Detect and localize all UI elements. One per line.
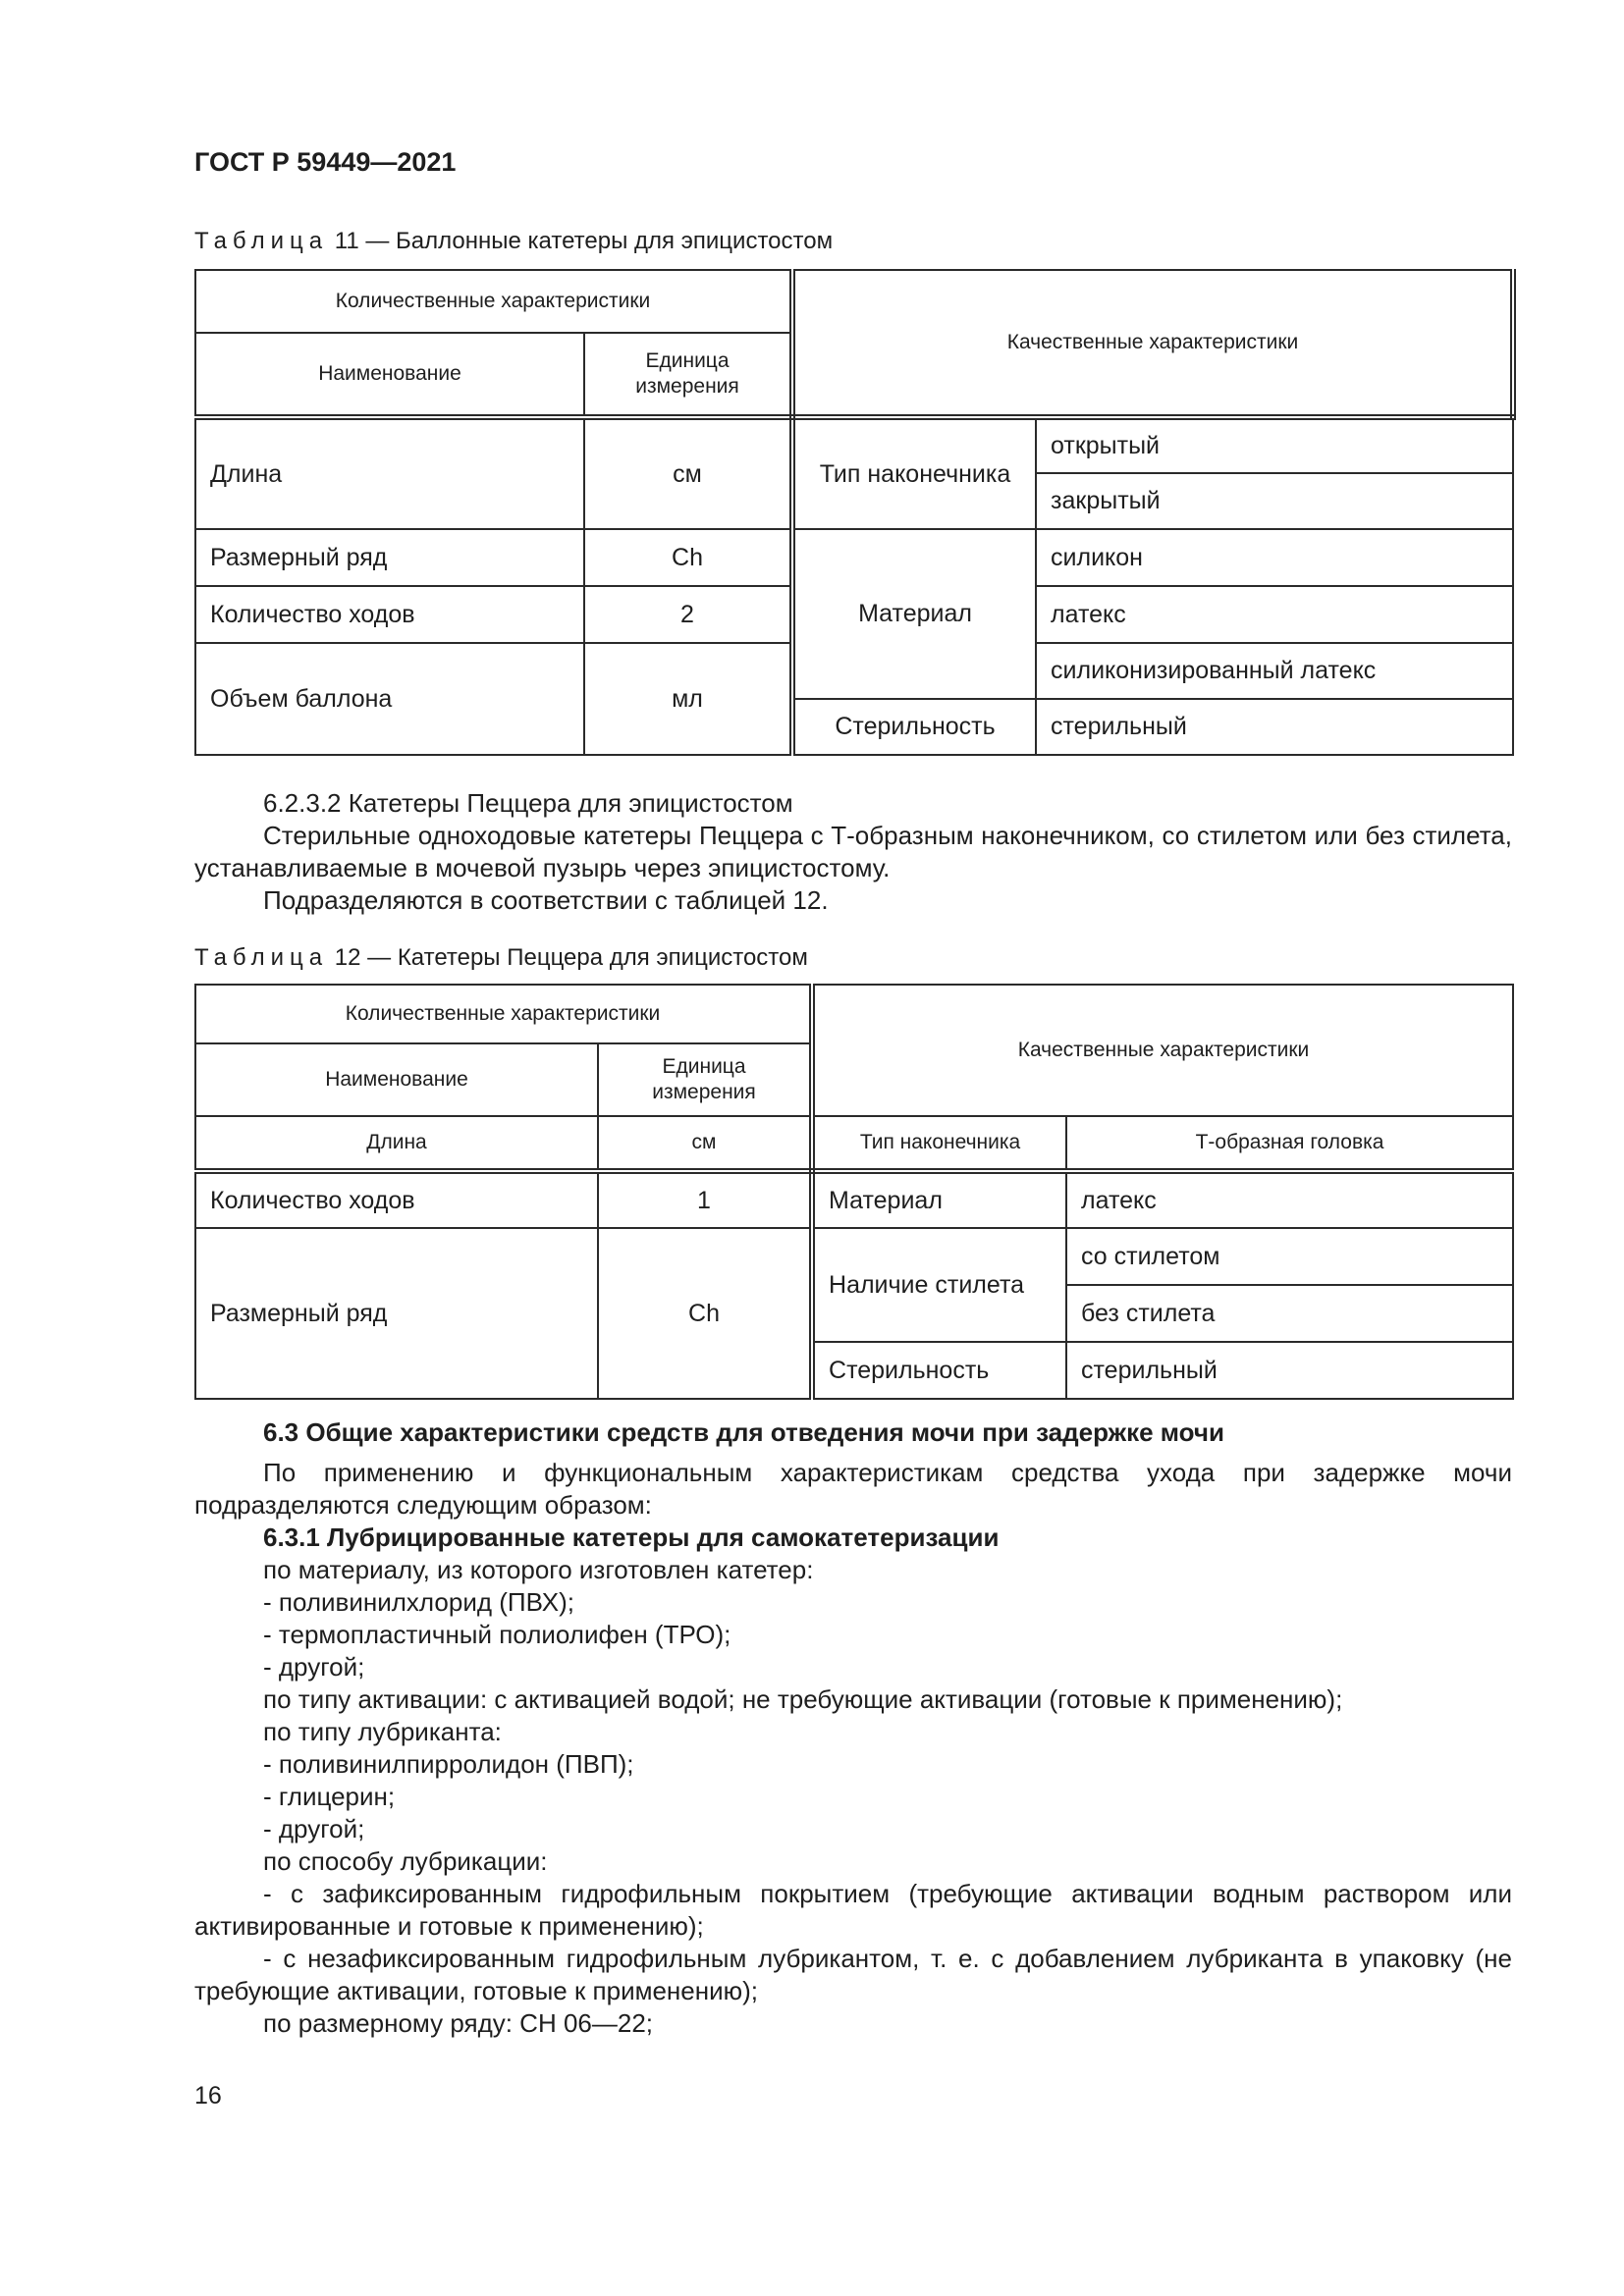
name-header: Наименование <box>195 333 584 417</box>
list-item: - другой; <box>263 1814 365 1843</box>
caption-word: Таблица <box>194 228 329 254</box>
sterility-label: Стерильность <box>792 699 1036 755</box>
paragraph: Стерильные одноходовые катетеры Пеццера с Т-образным наконечником, со стилетом или без стилета, устанавливаемые в мочевой пузырь через эпицистостому. <box>194 821 1512 882</box>
list-item: - глицерин; <box>263 1782 396 1811</box>
caption-text: 11 — Баллонные катетеры для эпицистостом <box>334 228 834 254</box>
section-6-3 <box>194 1416 1512 2040</box>
passes-unit: 2 <box>584 586 792 643</box>
table-row <box>195 417 1513 473</box>
balloon-label: Объем баллона <box>195 643 584 755</box>
passes-label: Количество ходов <box>195 1171 598 1228</box>
quantitative-header: Количественные характеристики <box>195 270 792 333</box>
list-item: - другой; <box>263 1652 365 1682</box>
material-silicone-value: силикон <box>1036 529 1513 586</box>
stylet-label: Наличие стилета <box>812 1228 1066 1342</box>
section-6-2-3-2 <box>194 787 1512 917</box>
passes-unit: 1 <box>598 1171 812 1228</box>
balloon-unit: мл <box>584 643 792 755</box>
material-latex-value: латекс <box>1036 586 1513 643</box>
table-row <box>195 1228 1513 1285</box>
material-label: Материал <box>812 1171 1066 1228</box>
quantitative-header: Количественные характеристики <box>195 985 812 1043</box>
tip-closed-value: закрытый <box>1036 473 1513 529</box>
table-12 <box>194 984 1514 1400</box>
caption-text: 12 — Катетеры Пеццера для эпицистостом <box>334 944 808 971</box>
table-11 <box>194 269 1516 756</box>
list-item: - с зафиксированным гидрофильным покрытием (требующие активации водным раствором или активированные и готовые к применению); <box>194 1879 1512 1941</box>
material-siliconized-latex-value: силиконизированный латекс <box>1036 643 1513 699</box>
size-label: Размерный ряд <box>195 529 584 586</box>
length-unit: см <box>598 1116 812 1171</box>
size-unit: Ch <box>584 529 792 586</box>
sterility-label: Стерильность <box>812 1342 1066 1399</box>
tip-type-label: Тип наконечника <box>812 1116 1066 1171</box>
qualitative-header: Качественные характеристики <box>812 985 1513 1116</box>
unit-header: Единица измерения <box>584 333 792 417</box>
caption-word: Таблица <box>194 944 329 971</box>
list-item: по размерному ряду: СН 06—22; <box>263 2008 654 2038</box>
list-item: по типу активации: с активацией водой; не требующие активации (готовые к применению); <box>263 1684 1343 1714</box>
list-item: - поливинилпирролидон (ПВП); <box>263 1749 634 1779</box>
sterility-value: стерильный <box>1066 1342 1513 1399</box>
name-header: Наименование <box>195 1043 598 1116</box>
table-row <box>195 1171 1513 1228</box>
qualitative-header: Качественные характеристики <box>792 270 1513 417</box>
unit-header: Единица измерения <box>598 1043 812 1116</box>
length-label: Длина <box>195 1116 598 1171</box>
section-title: 6.3 Общие характеристики средств для отведения мочи при задержке мочи <box>263 1417 1224 1447</box>
page-number: 16 <box>194 2082 222 2109</box>
section-title: 6.2.3.2 Катетеры Пеццера для эпицистостом <box>263 788 793 818</box>
passes-label: Количество ходов <box>195 586 584 643</box>
material-value: латекс <box>1066 1171 1513 1228</box>
list-item: по способу лубрикации: <box>263 1846 548 1876</box>
size-unit: Ch <box>598 1228 812 1399</box>
list-item: по материалу, из которого изготовлен катетер: <box>263 1555 814 1584</box>
document-header: ГОСТ Р 59449—2021 <box>194 147 457 177</box>
list-item: - термопластичный полиолифен (ТРО); <box>263 1620 731 1649</box>
stylet-without-value: без стилета <box>1066 1285 1513 1342</box>
list-item: - поливинилхлорид (ПВХ); <box>263 1587 575 1617</box>
size-label: Размерный ряд <box>195 1228 598 1399</box>
length-label: Длина <box>195 417 584 529</box>
table-11-caption <box>194 228 833 255</box>
tip-open-value: открытый <box>1036 417 1513 473</box>
paragraph: По применению и функциональным характеристикам средства ухода при задержке мочи подразделяются следующим образом: <box>194 1458 1512 1520</box>
tip-type-label: Тип наконечника <box>792 417 1036 529</box>
list-item: по типу лубриканта: <box>263 1717 502 1746</box>
length-unit: см <box>584 417 792 529</box>
table-row <box>195 529 1513 586</box>
stylet-with-value: со стилетом <box>1066 1228 1513 1285</box>
subsection-title: 6.3.1 Лубрицированные катетеры для самокатетеризации <box>263 1522 1000 1552</box>
paragraph: Подразделяются в соответствии с таблицей 12. <box>263 885 829 915</box>
list-item: - с незафиксированным гидрофильным лубрикантом, т. е. с добавлением лубриканта в упаковку (не требующие активации, готовые к применению); <box>194 1944 1512 2005</box>
sterility-value: стерильный <box>1036 699 1513 755</box>
material-label: Материал <box>792 529 1036 699</box>
tip-type-value: Т-образная головка <box>1066 1116 1513 1171</box>
table-12-caption <box>194 944 808 972</box>
